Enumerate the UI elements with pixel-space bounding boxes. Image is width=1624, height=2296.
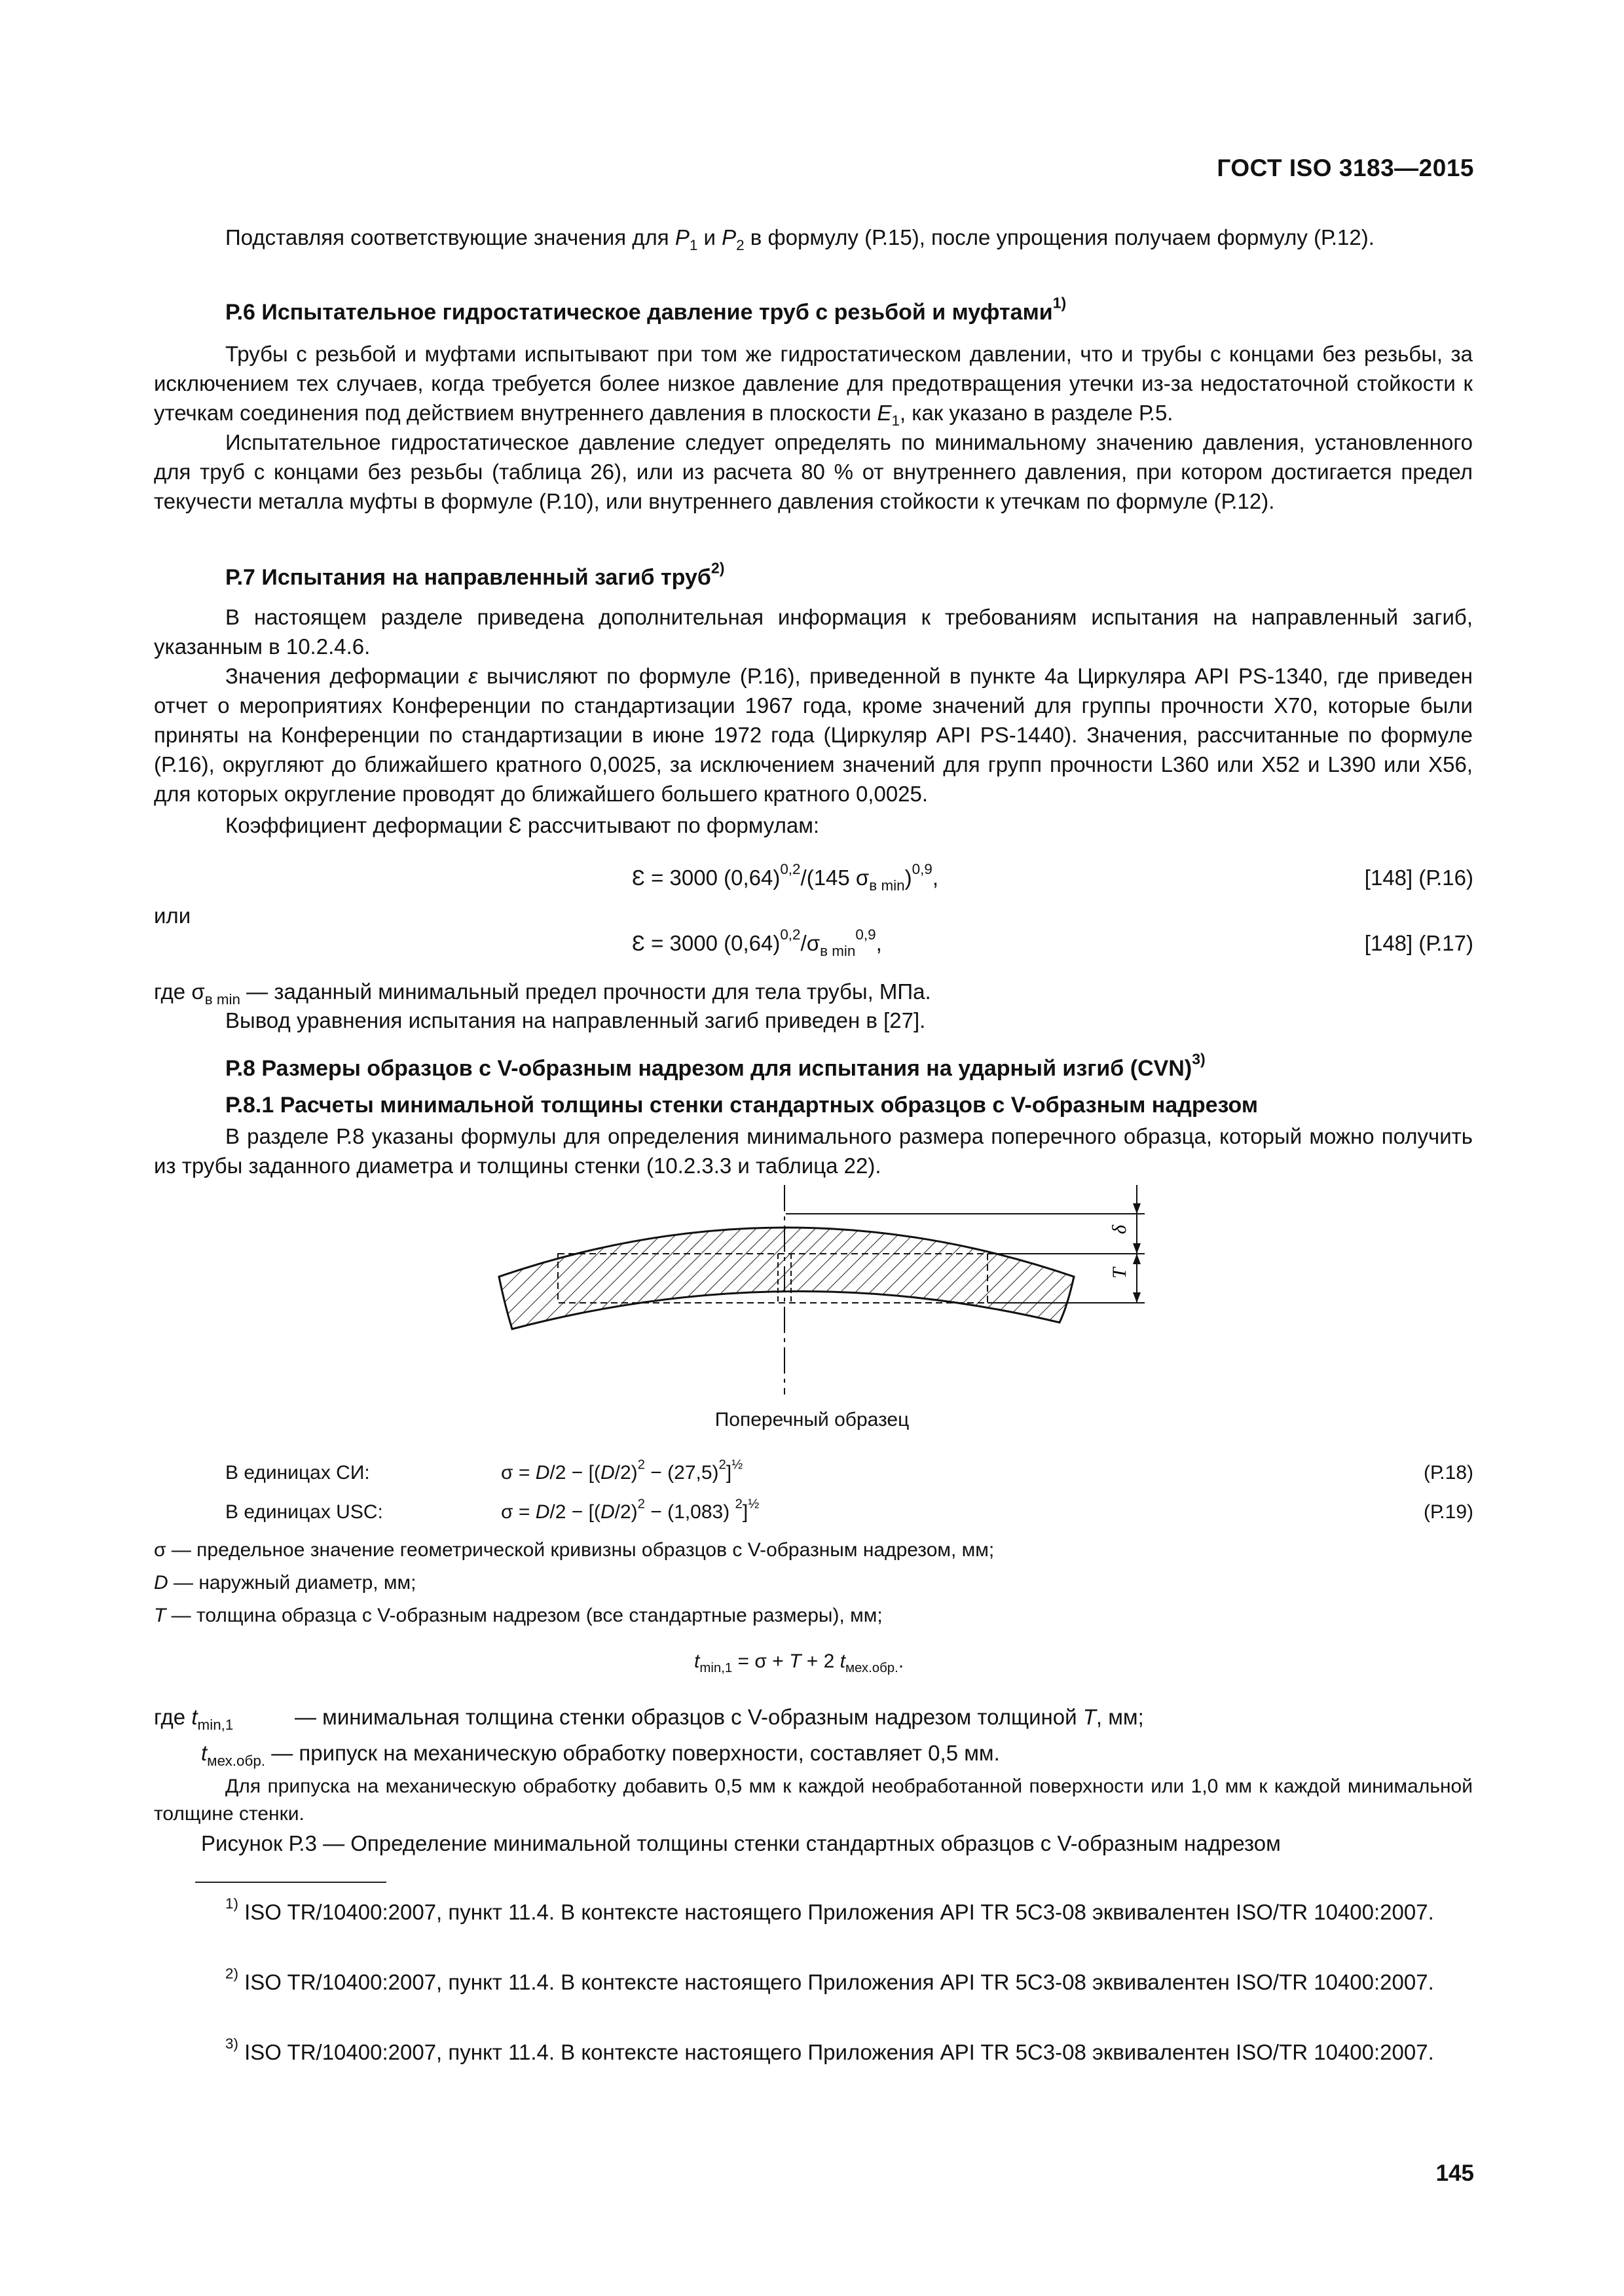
footnote-3-mark: 3): [225, 2035, 238, 2052]
p7-para2-text: вычисляют по формуле (Р.16), приведенной в пункте 4а Циркуляра API PS-1340, где приведен отчет о мероприятиях Конференции по стандартизации 1967 года, кроме значений для группы прочности Х70, которые были приняты на Конференции по стандартизации в июне 1972 года (Циркуляр API PS-1440). Значения, рассчитанные по формуле (Р.16), округляют до ближайшего кратного 0,0025, за исключением значений для групп прочности L360 или Х52 и L390 или Х56, для которых округление проводят до ближайшего большего кратного 0,0025.: [154, 664, 1473, 806]
tmin-t2-sub: мех.обр.: [845, 1661, 898, 1676]
eq1-part-b: /(145 σ: [800, 866, 870, 890]
section-p8-heading: [225, 1050, 1206, 1084]
p7-para2-lead: Значения деформации: [225, 664, 469, 688]
plane-e-subscript: 1: [891, 412, 900, 429]
legend-sigma-symbol: σ: [154, 1539, 166, 1561]
p7-paragraph-2: [154, 661, 1473, 809]
footnote-2-mark: 2): [225, 1965, 238, 1982]
si-formula: [501, 1457, 743, 1486]
eq2-exp-1: 0,2: [780, 926, 801, 943]
where2-lead: где: [154, 1705, 192, 1729]
p7-heading-text: Р.7 Испытания на направленный загиб труб: [225, 565, 711, 590]
eq2-part-b: /σ: [800, 931, 821, 955]
where2-t-sub: min,1: [197, 1716, 234, 1733]
legend-t: [154, 1603, 883, 1629]
eq1-part-d: ,: [932, 866, 938, 890]
usc-f: − (1,083): [644, 1501, 735, 1523]
si-f: − (27,5): [644, 1462, 719, 1484]
legend-t-text: — толщина образца с V-образным надрезом (все стандартные размеры), мм;: [166, 1605, 883, 1626]
p7-paragraph-1: В настоящем разделе приведена дополнительная информация к требованиям испытания на направленный загиб, указанным в 10.2.4.6.: [154, 605, 1473, 659]
where-sub: в min: [204, 991, 241, 1008]
eq1-part-c: ): [904, 866, 912, 890]
eq2-part-a: Ɛ = 3000 (0,64): [632, 931, 781, 955]
footnote-1-mark: 1): [225, 1895, 238, 1912]
p6-para1-text: Трубы с резьбой и муфтами испытывают при том же гидростатическом давлении, что и трубы с концами без резьбы, за исключением тех случаев, когда требуется более низкое давление для предотвращения утечки из-за недостаточной стойкости к утечкам соединения под действием внутреннего давления в плоскости: [154, 342, 1473, 425]
eq1-sub: в min: [869, 877, 905, 894]
p2-subscript: 2: [736, 236, 745, 253]
p6-para1-tail: , как указано в разделе Р.5.: [899, 401, 1173, 425]
arrow-t-bottom: [1133, 1292, 1141, 1303]
derivation-line: Вывод уравнения испытания на направленный загиб приведен в [27].: [225, 1008, 926, 1032]
machining-note: Для припуска на механическую обработку добавить 0,5 мм к каждой необработанной поверхности или 1,0 мм к каждой минимальной толщине стенки.: [154, 1776, 1473, 1825]
usc-c: /2 − [(: [549, 1501, 600, 1523]
legend-sigma-text: — предельное значение геометрической кривизны образцов с V-образным надрезом, мм;: [166, 1539, 995, 1561]
footnote-separator: [195, 1882, 386, 1883]
footnote-ref-1: 1): [1052, 294, 1067, 312]
si-sup: 2: [637, 1457, 645, 1472]
usc-formula: [501, 1499, 759, 1525]
usc-sup: 2: [637, 1497, 645, 1512]
epsilon-symbol: ε: [468, 664, 478, 688]
tmin-sub: min,1: [699, 1661, 733, 1676]
footnote-1: [154, 1897, 1473, 1927]
where-tmin-line: [154, 1702, 233, 1732]
si-b: D: [535, 1462, 550, 1484]
usc-g: ]: [742, 1501, 748, 1523]
footnote-2: [154, 1967, 1473, 1997]
legend-sigma: [154, 1537, 994, 1563]
where-tmin-description: [295, 1702, 1144, 1732]
usc-a: σ =: [501, 1501, 536, 1523]
si-label: В единицах СИ:: [225, 1462, 370, 1484]
usc-b: D: [535, 1501, 550, 1523]
si-g: ]: [726, 1462, 732, 1484]
where-allowance-line: [201, 1738, 1000, 1768]
intro-tail: в формулу (Р.15), после упрощения получаем формулу (Р.12).: [744, 225, 1375, 249]
p1-symbol: P: [674, 225, 690, 249]
tmin-end: .: [898, 1650, 904, 1672]
section-p81-heading: Р.8.1 Расчеты минимальной толщины стенки стандартных образцов с V-образным надрезом: [225, 1093, 1259, 1118]
where2-text1-a: — минимальная толщина стенки образцов с V-образным надрезом толщиной: [295, 1705, 1083, 1729]
where2-t2: t: [201, 1741, 208, 1765]
eq2-sub: в min: [820, 942, 856, 959]
document-id-header: ГОСТ ISO 3183—2015: [1217, 155, 1474, 181]
intro-lead: Подставляя соответствующие значения для: [225, 225, 675, 249]
p1-subscript: 1: [689, 236, 698, 253]
equation-p18-number: (Р.18): [1423, 1462, 1473, 1484]
p8-heading-text: Р.8 Размеры образцов с V-образным надрезом для испытания на ударный изгиб (CVN): [225, 1056, 1192, 1081]
usc-half: ½: [748, 1497, 760, 1512]
tmin-mid: = σ +: [732, 1650, 790, 1672]
eq1-part-a: Ɛ = 3000 (0,64): [632, 866, 781, 890]
p6-heading-text: Р.6 Испытательное гидростатическое давление труб с резьбой и муфтами: [225, 300, 1053, 325]
footnote-ref-3: 3): [1192, 1050, 1206, 1068]
si-e: /2): [614, 1462, 638, 1484]
where2-text2: — припуск на механическую обработку поверхности, составляет 0,5 мм.: [265, 1741, 1000, 1765]
legend-d: [154, 1570, 416, 1596]
arrow-t-top: [1133, 1243, 1141, 1254]
delta-label: δ: [1109, 1225, 1130, 1234]
legend-d-symbol: D: [154, 1572, 168, 1594]
si-d: D: [600, 1462, 615, 1484]
arrow-delta-bottom: [1133, 1254, 1141, 1264]
legend-d-text: — наружный диаметр, мм;: [168, 1572, 416, 1594]
t-label: T: [1109, 1267, 1130, 1279]
page-number: 145: [1435, 2160, 1474, 2186]
equation-p17-number: [148] (Р.17): [1364, 931, 1473, 955]
specimen-cross-section-figure: [458, 1185, 1153, 1394]
si-c: /2 − [(: [549, 1462, 600, 1484]
usc-sup2: 2: [735, 1497, 743, 1512]
where-text: — заданный минимальный предел прочности для тела трубы, МПа.: [240, 979, 931, 1004]
section-p7-heading: [225, 559, 725, 592]
arrow-delta-top: [1133, 1203, 1141, 1214]
tmin-t2: t: [840, 1650, 846, 1672]
footnote-1-text: ISO TR/10400:2007, пункт 11.4. В контексте настоящего Приложения API TR 5C3-08 эквивалентен ISO/TR 10400:2007.: [238, 1900, 1434, 1924]
footnote-ref-2: 2): [710, 559, 725, 577]
figure-caption: Поперечный образец: [714, 1409, 910, 1430]
si-half: ½: [731, 1457, 743, 1472]
usc-e: /2): [614, 1501, 638, 1523]
p6-paragraph-1: [154, 339, 1473, 428]
usc-d: D: [600, 1501, 615, 1523]
where-lead: где σ: [154, 979, 205, 1004]
p8-paragraph-1: В разделе Р.8 указаны формулы для определения минимального размера поперечного образца, который можно получить из трубы заданного диаметра и толщины стенки (10.2.3.3 и таблица 22).: [154, 1124, 1473, 1178]
p7-paragraph-3: Коэффициент деформации Ɛ рассчитывают по формулам:: [225, 813, 820, 837]
si-sup2: 2: [718, 1457, 726, 1472]
si-a: σ =: [501, 1462, 536, 1484]
eq1-exp-2: 0,9: [912, 861, 932, 878]
intro-and: и: [697, 225, 722, 249]
where2-text1-b: , мм;: [1096, 1705, 1144, 1729]
where2-t2-sub: мех.обр.: [207, 1752, 266, 1769]
tmin-T: T: [789, 1650, 802, 1672]
p6-paragraph-2: Испытательное гидростатическое давление следует определять по минимальному значению давления, установленного для труб с концами без резьбы (таблица 26), или из расчета 80 % от внутреннего давления, при котором достигается предел текучести металла муфты в формуле (Р.10), или внутреннего давления стойкости к утечкам по формуле (Р.12).: [154, 430, 1473, 513]
footnote-3-text: ISO TR/10400:2007, пункт 11.4. В контексте настоящего Приложения API TR 5C3-08 эквивалентен ISO/TR 10400:2007.: [238, 2040, 1434, 2064]
p2-symbol: P: [722, 225, 737, 249]
equation-p19-number: (Р.19): [1423, 1501, 1473, 1523]
legend-t-symbol: T: [154, 1605, 166, 1626]
footnote-3: [154, 2037, 1473, 2067]
tmin-formula: [694, 1649, 904, 1675]
equation-p16: [632, 863, 938, 892]
where2-text1-T: T: [1082, 1705, 1096, 1729]
figure-title: Рисунок Р.3 — Определение минимальной толщины стенки стандартных образцов с V-образным надрезом: [201, 1831, 1281, 1855]
or-word: или: [154, 903, 191, 928]
section-p6-heading: [225, 294, 1067, 327]
equation-p17: [632, 928, 882, 958]
intro-paragraph: [154, 223, 1473, 252]
usc-label: В единицах USC:: [225, 1501, 383, 1523]
plane-e-symbol: E: [877, 401, 892, 425]
footnote-2-text: ISO TR/10400:2007, пункт 11.4. В контексте настоящего Приложения API TR 5C3-08 эквивалентен ISO/TR 10400:2007.: [238, 1970, 1434, 1994]
where2-t: t: [191, 1705, 198, 1729]
eq2-exp-2: 0,9: [855, 926, 876, 943]
eq1-exp-1: 0,2: [780, 861, 801, 878]
where-sigma-line: [154, 977, 931, 1006]
tmin-t: t: [694, 1650, 700, 1672]
eq2-part-c: ,: [876, 931, 882, 955]
equation-p16-number: [148] (Р.16): [1364, 866, 1473, 890]
tmin-plus: + 2: [801, 1650, 840, 1672]
